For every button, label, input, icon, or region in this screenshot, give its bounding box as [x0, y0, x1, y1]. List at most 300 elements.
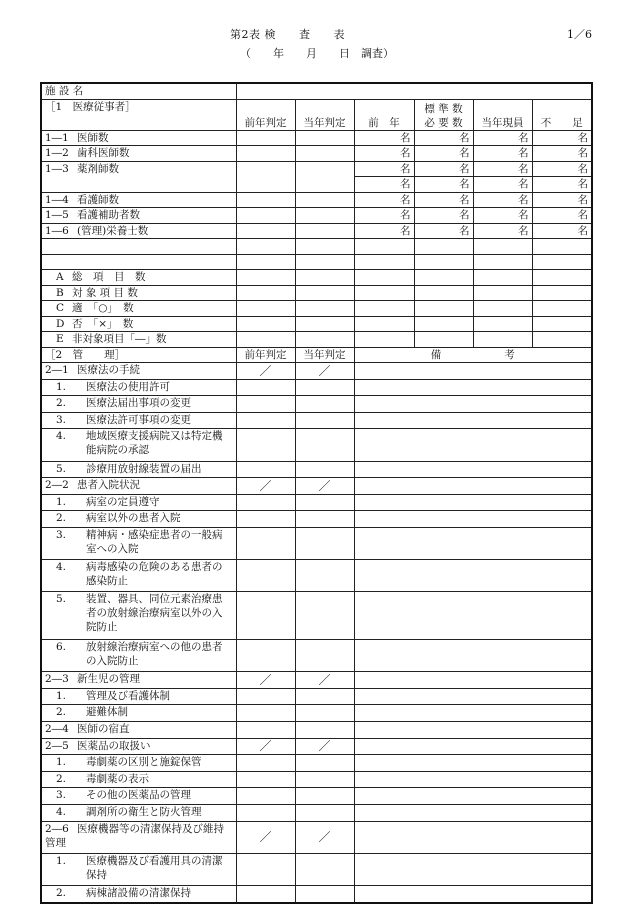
slash-mark[interactable]: ／	[295, 738, 354, 755]
summary-cell[interactable]	[414, 285, 473, 301]
table-row	[41, 805, 592, 822]
sub-item-number: 4.	[56, 806, 67, 819]
prev-judgement-cell[interactable]	[236, 379, 295, 396]
sub-item-label	[41, 527, 236, 559]
summary-label	[41, 316, 236, 332]
item-number: 1―5	[45, 209, 69, 221]
current-judgement-cell[interactable]	[295, 755, 354, 772]
current-judgement-cell[interactable]	[295, 511, 354, 528]
shortage-count[interactable]: 名	[532, 146, 592, 162]
table-row	[41, 478, 592, 495]
summary-cell[interactable]	[532, 316, 592, 332]
remarks-cell[interactable]	[354, 672, 592, 689]
sub-item-label-text: 装置、器具、同位元素治療患者の放射線治療病室以外の入院防止	[86, 593, 223, 634]
group-label	[41, 738, 236, 755]
summary-cell[interactable]	[532, 270, 592, 286]
group-title: 患者入院状況	[77, 479, 140, 492]
sub-item-label-text: 毒劇薬の表示	[86, 772, 149, 785]
prev-judgement-cell[interactable]	[236, 771, 295, 788]
staff-item-label	[41, 208, 236, 224]
sub-item-number: 5.	[56, 462, 67, 475]
group-label	[41, 478, 236, 495]
blank-cell[interactable]	[532, 254, 592, 270]
table-row	[41, 363, 592, 380]
prev-judgement-cell[interactable]	[236, 208, 295, 224]
item-number: 1―3	[45, 162, 69, 175]
sub-item-label-text: 医療法届出事項の変更	[86, 397, 191, 410]
current-staff-count[interactable]: 名	[473, 192, 532, 208]
sub-item-label-text: 医療法許可事項の変更	[86, 413, 191, 426]
summary-cell[interactable]	[236, 301, 295, 317]
group-label	[41, 672, 236, 689]
sub-item-label-text: 医療法の使用許可	[86, 380, 170, 393]
table-row	[41, 527, 592, 559]
page-number: 1／6	[567, 28, 592, 41]
table-row	[41, 270, 592, 286]
remarks-cell[interactable]	[354, 722, 592, 739]
col-remarks: 備 考	[354, 347, 592, 363]
item-number: 1―2	[45, 147, 69, 159]
blank-cell[interactable]	[414, 254, 473, 270]
group-title: 新生児の管理	[77, 673, 140, 686]
staff-item-label	[41, 130, 236, 146]
col-current-judgement: 当年判定	[295, 347, 354, 363]
table-row	[41, 379, 592, 396]
table-row	[41, 788, 592, 805]
facility-name-label	[41, 83, 236, 99]
remarks-cell[interactable]	[354, 379, 592, 396]
table-row	[41, 560, 592, 592]
prev-judgement-cell[interactable]	[236, 688, 295, 705]
summary-cell[interactable]	[295, 316, 354, 332]
prev-year-count[interactable]: 名	[354, 223, 414, 239]
remarks-cell[interactable]	[354, 886, 592, 903]
prev-year-count[interactable]: 名	[354, 208, 414, 224]
table-row	[41, 511, 592, 528]
current-judgement-cell[interactable]	[295, 560, 354, 592]
table-row	[41, 429, 592, 461]
summary-cell[interactable]	[354, 332, 414, 348]
sub-item-label	[41, 788, 236, 805]
current-staff-count[interactable]: 名	[473, 208, 532, 224]
prev-judgement-cell[interactable]	[236, 527, 295, 559]
shortage-count[interactable]: 名	[532, 177, 592, 193]
summary-text: 対 象 項 目 数	[72, 286, 138, 299]
remarks-cell[interactable]	[354, 511, 592, 528]
current-judgement-cell[interactable]	[295, 853, 354, 885]
group-title: 医師の宿直	[77, 723, 130, 736]
slash-mark[interactable]: ／	[295, 363, 354, 380]
sub-item-number: 3.	[56, 789, 67, 802]
col-prev-judgement: 前年判定	[236, 347, 295, 363]
remarks-cell[interactable]	[354, 592, 592, 640]
sub-item-label-text: 医療機器及び看護用具の清潔保持	[86, 854, 223, 881]
current-staff-count[interactable]: 名	[473, 161, 532, 177]
table-row	[41, 494, 592, 511]
current-judgement-cell[interactable]	[295, 379, 354, 396]
group-title: 医療機器等の清潔保持及び維持管理	[45, 822, 224, 849]
item-label: 歯科医師数	[77, 147, 130, 159]
prev-judgement-cell[interactable]	[236, 640, 295, 672]
summary-cell[interactable]	[236, 332, 295, 348]
current-judgement-cell[interactable]	[295, 688, 354, 705]
col-current-judgement: 当年判定	[295, 99, 354, 130]
shortage-count[interactable]: 名	[532, 223, 592, 239]
item-number: 1―1	[45, 131, 69, 144]
current-staff-count[interactable]: 名	[473, 223, 532, 239]
group-number: 2―3	[45, 673, 69, 686]
summary-cell[interactable]	[295, 285, 354, 301]
current-judgement-cell[interactable]	[295, 146, 354, 162]
summary-text: 適 「○」 数	[72, 302, 134, 315]
sub-item-label-text: 毒劇薬の区別と施錠保管	[86, 756, 202, 769]
remarks-cell[interactable]	[354, 494, 592, 511]
sub-item-label	[41, 511, 236, 528]
table-row	[41, 316, 592, 332]
current-judgement-cell[interactable]	[295, 805, 354, 822]
sub-item-number: 2.	[56, 512, 67, 525]
blank-cell[interactable]	[354, 239, 414, 255]
table-row	[41, 688, 592, 705]
sub-item-label	[41, 640, 236, 672]
table-row	[41, 722, 592, 739]
current-judgement-cell[interactable]	[295, 208, 354, 224]
remarks-cell[interactable]	[354, 788, 592, 805]
table-row	[41, 254, 592, 270]
table-row	[41, 705, 592, 722]
group-number: 2―1	[45, 364, 69, 376]
summary-cell[interactable]	[295, 301, 354, 317]
sub-item-label	[41, 755, 236, 772]
slash-mark[interactable]: ／	[236, 672, 295, 689]
blank-cell[interactable]	[473, 254, 532, 270]
prev-judgement-cell[interactable]	[236, 592, 295, 640]
prev-judgement-cell[interactable]	[236, 412, 295, 429]
prev-judgement-cell[interactable]	[236, 788, 295, 805]
shortage-count[interactable]: 名	[532, 208, 592, 224]
prev-year-count[interactable]: 名	[354, 146, 414, 162]
summary-key: A	[56, 271, 64, 284]
prev-judgement-cell[interactable]	[236, 192, 295, 208]
sub-item-number: 1.	[56, 854, 67, 867]
required-count[interactable]: 名	[414, 208, 473, 224]
remarks-cell[interactable]	[354, 853, 592, 885]
blank-cell[interactable]	[414, 239, 473, 255]
table-row	[41, 853, 592, 885]
blank-cell[interactable]	[532, 239, 592, 255]
sub-item-label	[41, 396, 236, 413]
summary-cell[interactable]	[414, 270, 473, 286]
sub-item-label	[41, 379, 236, 396]
col-required-top: 標 準 数	[424, 102, 463, 115]
sub-item-label-text: 地域医療支援病院又は特定機能病院の承認	[86, 430, 223, 457]
sub-item-label	[41, 412, 236, 429]
table-row	[41, 146, 592, 162]
sub-item-label-text: 精神病・感染症患者の一般病室への入院	[86, 528, 223, 555]
slash-mark[interactable]: ／	[236, 363, 295, 380]
table-row	[41, 161, 592, 177]
prev-year-count[interactable]: 名	[354, 130, 414, 146]
table-row	[41, 821, 592, 853]
table-row	[41, 396, 592, 413]
group-label	[41, 722, 236, 739]
sub-item-number: 2.	[56, 706, 67, 719]
prev-judgement-cell[interactable]	[236, 494, 295, 511]
item-label: (管理)栄養士数	[77, 224, 149, 237]
sub-item-label-text: 調剤所の衛生と防火管理	[86, 806, 202, 819]
item-label: 薬剤師数	[77, 162, 119, 175]
sub-item-number: 2.	[56, 772, 67, 785]
shortage-count[interactable]: 名	[532, 161, 592, 177]
summary-cell[interactable]	[236, 285, 295, 301]
sub-item-label	[41, 494, 236, 511]
summary-cell[interactable]	[473, 285, 532, 301]
group-label	[41, 363, 236, 380]
remarks-cell[interactable]	[354, 527, 592, 559]
summary-label	[41, 285, 236, 301]
slash-mark[interactable]: ／	[236, 478, 295, 495]
col-current-staff: 当年現員	[473, 99, 532, 130]
remarks-cell[interactable]	[354, 363, 592, 380]
current-judgement-cell[interactable]	[295, 396, 354, 413]
current-judgement-cell[interactable]	[295, 461, 354, 478]
remarks-cell[interactable]	[354, 478, 592, 495]
current-judgement-cell[interactable]	[295, 412, 354, 429]
summary-cell[interactable]	[473, 270, 532, 286]
current-judgement-cell[interactable]	[295, 429, 354, 461]
prev-year-count[interactable]: 名	[354, 161, 414, 177]
current-judgement-cell[interactable]	[295, 640, 354, 672]
current-judgement-cell[interactable]	[295, 705, 354, 722]
blank-cell[interactable]	[473, 239, 532, 255]
prev-judgement-cell[interactable]	[236, 755, 295, 772]
sub-item-number: 1.	[56, 495, 67, 508]
remarks-cell[interactable]	[354, 429, 592, 461]
current-judgement-cell[interactable]	[295, 592, 354, 640]
summary-cell[interactable]	[473, 316, 532, 332]
shortage-count[interactable]: 名	[532, 130, 592, 146]
group-title: 医薬品の取扱い	[77, 739, 151, 752]
summary-cell[interactable]	[473, 332, 532, 348]
col-required-bottom: 必 要 数	[424, 116, 463, 129]
summary-cell[interactable]	[354, 301, 414, 317]
table-row	[41, 412, 592, 429]
table-row	[41, 192, 592, 208]
prev-judgement-cell[interactable]	[236, 461, 295, 478]
prev-judgement-cell[interactable]	[236, 511, 295, 528]
current-judgement-cell[interactable]	[295, 192, 354, 208]
remarks-cell[interactable]	[354, 688, 592, 705]
col-shortage: 不 足	[532, 99, 592, 130]
sub-item-label	[41, 705, 236, 722]
prev-judgement-cell[interactable]	[236, 705, 295, 722]
sub-item-label-text: 病棟諸設備の清潔保持	[86, 887, 191, 900]
prev-year-count[interactable]: 名	[354, 192, 414, 208]
remarks-cell[interactable]	[354, 805, 592, 822]
sub-item-number: 2.	[56, 887, 67, 900]
table-row	[41, 738, 592, 755]
sub-item-number: 4.	[56, 561, 67, 574]
blank-cell	[41, 254, 236, 270]
sub-item-number: 2.	[56, 397, 67, 410]
remarks-cell[interactable]	[354, 461, 592, 478]
sub-item-label-text: 診療用放射線装置の届出	[86, 462, 202, 475]
summary-cell[interactable]	[236, 270, 295, 286]
current-judgement-cell[interactable]	[295, 527, 354, 559]
staff-item-label	[41, 161, 236, 192]
table-row	[41, 640, 592, 672]
remarks-cell[interactable]	[354, 560, 592, 592]
summary-cell[interactable]	[354, 285, 414, 301]
prev-year-count[interactable]: 名	[354, 177, 414, 193]
slash-mark[interactable]: ／	[295, 821, 354, 853]
summary-label	[41, 332, 236, 348]
current-judgement-cell[interactable]	[295, 161, 354, 192]
remarks-cell[interactable]	[354, 396, 592, 413]
current-staff-count[interactable]: 名	[473, 146, 532, 162]
summary-cell[interactable]	[354, 316, 414, 332]
sub-item-label	[41, 461, 236, 478]
sub-item-label	[41, 429, 236, 461]
sub-item-number: 4.	[56, 430, 67, 443]
blank-cell[interactable]	[295, 254, 354, 270]
sub-item-label	[41, 688, 236, 705]
summary-cell[interactable]	[295, 270, 354, 286]
prev-judgement-cell[interactable]	[236, 805, 295, 822]
sub-item-number: 6.	[56, 641, 67, 654]
survey-date: （ 年 月 日 調査）	[240, 47, 394, 60]
slash-mark[interactable]: ／	[295, 478, 354, 495]
prev-judgement-cell[interactable]	[236, 853, 295, 885]
prev-judgement-cell[interactable]	[236, 146, 295, 162]
summary-cell[interactable]	[414, 301, 473, 317]
section1-title: ［1 医療従事者］	[41, 99, 236, 130]
group-number: 2―2	[45, 479, 69, 492]
current-judgement-cell[interactable]	[295, 771, 354, 788]
blank-cell[interactable]	[236, 239, 295, 255]
required-count[interactable]: 名	[414, 192, 473, 208]
slash-mark[interactable]: ／	[295, 672, 354, 689]
current-judgement-cell[interactable]	[295, 494, 354, 511]
summary-key: D	[56, 317, 65, 330]
required-count[interactable]: 名	[414, 161, 473, 177]
form-title: 第2表 検 査 表	[230, 28, 345, 41]
summary-text: 非対象項目「―」数	[72, 333, 167, 346]
table-row	[41, 223, 592, 239]
sub-item-number: 1.	[56, 756, 67, 769]
summary-text: 否 「×」 数	[72, 317, 134, 330]
prev-judgement-cell[interactable]	[236, 223, 295, 239]
table-row	[41, 285, 592, 301]
summary-cell[interactable]	[473, 301, 532, 317]
judgement-cell-curr[interactable]	[295, 722, 354, 739]
facility-name-field[interactable]	[236, 83, 592, 99]
sub-item-number: 3.	[56, 413, 67, 426]
staff-item-label	[41, 146, 236, 162]
required-count[interactable]: 名	[414, 177, 473, 193]
current-staff-count[interactable]: 名	[473, 177, 532, 193]
item-number: 1―4	[45, 193, 69, 206]
table-row	[41, 461, 592, 478]
inspection-table	[40, 82, 593, 904]
prev-judgement-cell[interactable]	[236, 886, 295, 903]
sub-item-label-text: 避難体制	[86, 706, 128, 719]
sub-item-number: 1.	[56, 689, 67, 702]
summary-cell[interactable]	[532, 332, 592, 348]
remarks-cell[interactable]	[354, 640, 592, 672]
sub-item-number: 5.	[56, 593, 67, 606]
summary-label	[41, 301, 236, 317]
table-row	[41, 672, 592, 689]
summary-cell[interactable]	[295, 332, 354, 348]
summary-text: 総 項 目 数	[72, 271, 146, 284]
summary-cell[interactable]	[414, 332, 473, 348]
remarks-cell[interactable]	[354, 771, 592, 788]
prev-judgement-cell[interactable]	[236, 429, 295, 461]
summary-cell[interactable]	[532, 285, 592, 301]
remarks-cell[interactable]	[354, 705, 592, 722]
sub-item-number: 1.	[56, 380, 67, 393]
summary-cell[interactable]	[532, 301, 592, 317]
group-label	[41, 821, 236, 853]
summary-cell[interactable]	[236, 316, 295, 332]
remarks-cell[interactable]	[354, 412, 592, 429]
slash-mark[interactable]: ／	[236, 738, 295, 755]
current-staff-count[interactable]: 名	[473, 130, 532, 146]
judgement-cell-prev[interactable]	[236, 722, 295, 739]
col-prev-judgement: 前年判定	[236, 99, 295, 130]
summary-key: B	[56, 286, 64, 299]
blank-cell[interactable]	[354, 254, 414, 270]
summary-cell[interactable]	[414, 316, 473, 332]
group-number: 2―6	[45, 822, 69, 835]
prev-judgement-cell[interactable]	[236, 396, 295, 413]
blank-cell	[41, 239, 236, 255]
blank-cell[interactable]	[295, 239, 354, 255]
table-row	[41, 886, 592, 903]
required-count[interactable]: 名	[414, 130, 473, 146]
slash-mark[interactable]: ／	[236, 821, 295, 853]
remarks-cell[interactable]	[354, 755, 592, 772]
prev-judgement-cell[interactable]	[236, 161, 295, 192]
table-row	[41, 755, 592, 772]
facility-label-text: 施 設 名	[45, 85, 84, 98]
current-judgement-cell[interactable]	[295, 223, 354, 239]
table-row	[41, 208, 592, 224]
prev-judgement-cell[interactable]	[236, 560, 295, 592]
item-number: 1―6	[45, 224, 69, 237]
blank-cell[interactable]	[236, 254, 295, 270]
current-judgement-cell[interactable]	[295, 886, 354, 903]
shortage-count[interactable]: 名	[532, 192, 592, 208]
sub-item-label-text: 病室以外の患者入院	[86, 512, 181, 525]
table-row	[41, 99, 592, 130]
current-judgement-cell[interactable]	[295, 130, 354, 146]
col-prev-year: 前 年	[354, 99, 414, 130]
sub-item-label	[41, 592, 236, 640]
current-judgement-cell[interactable]	[295, 788, 354, 805]
summary-cell[interactable]	[354, 270, 414, 286]
table-row	[41, 771, 592, 788]
sub-item-label	[41, 853, 236, 885]
col-required	[414, 99, 473, 130]
remarks-cell[interactable]	[354, 821, 592, 853]
item-label: 看護補助者数	[77, 209, 140, 221]
required-count[interactable]: 名	[414, 223, 473, 239]
remarks-cell[interactable]	[354, 738, 592, 755]
required-count[interactable]: 名	[414, 146, 473, 162]
prev-judgement-cell[interactable]	[236, 130, 295, 146]
